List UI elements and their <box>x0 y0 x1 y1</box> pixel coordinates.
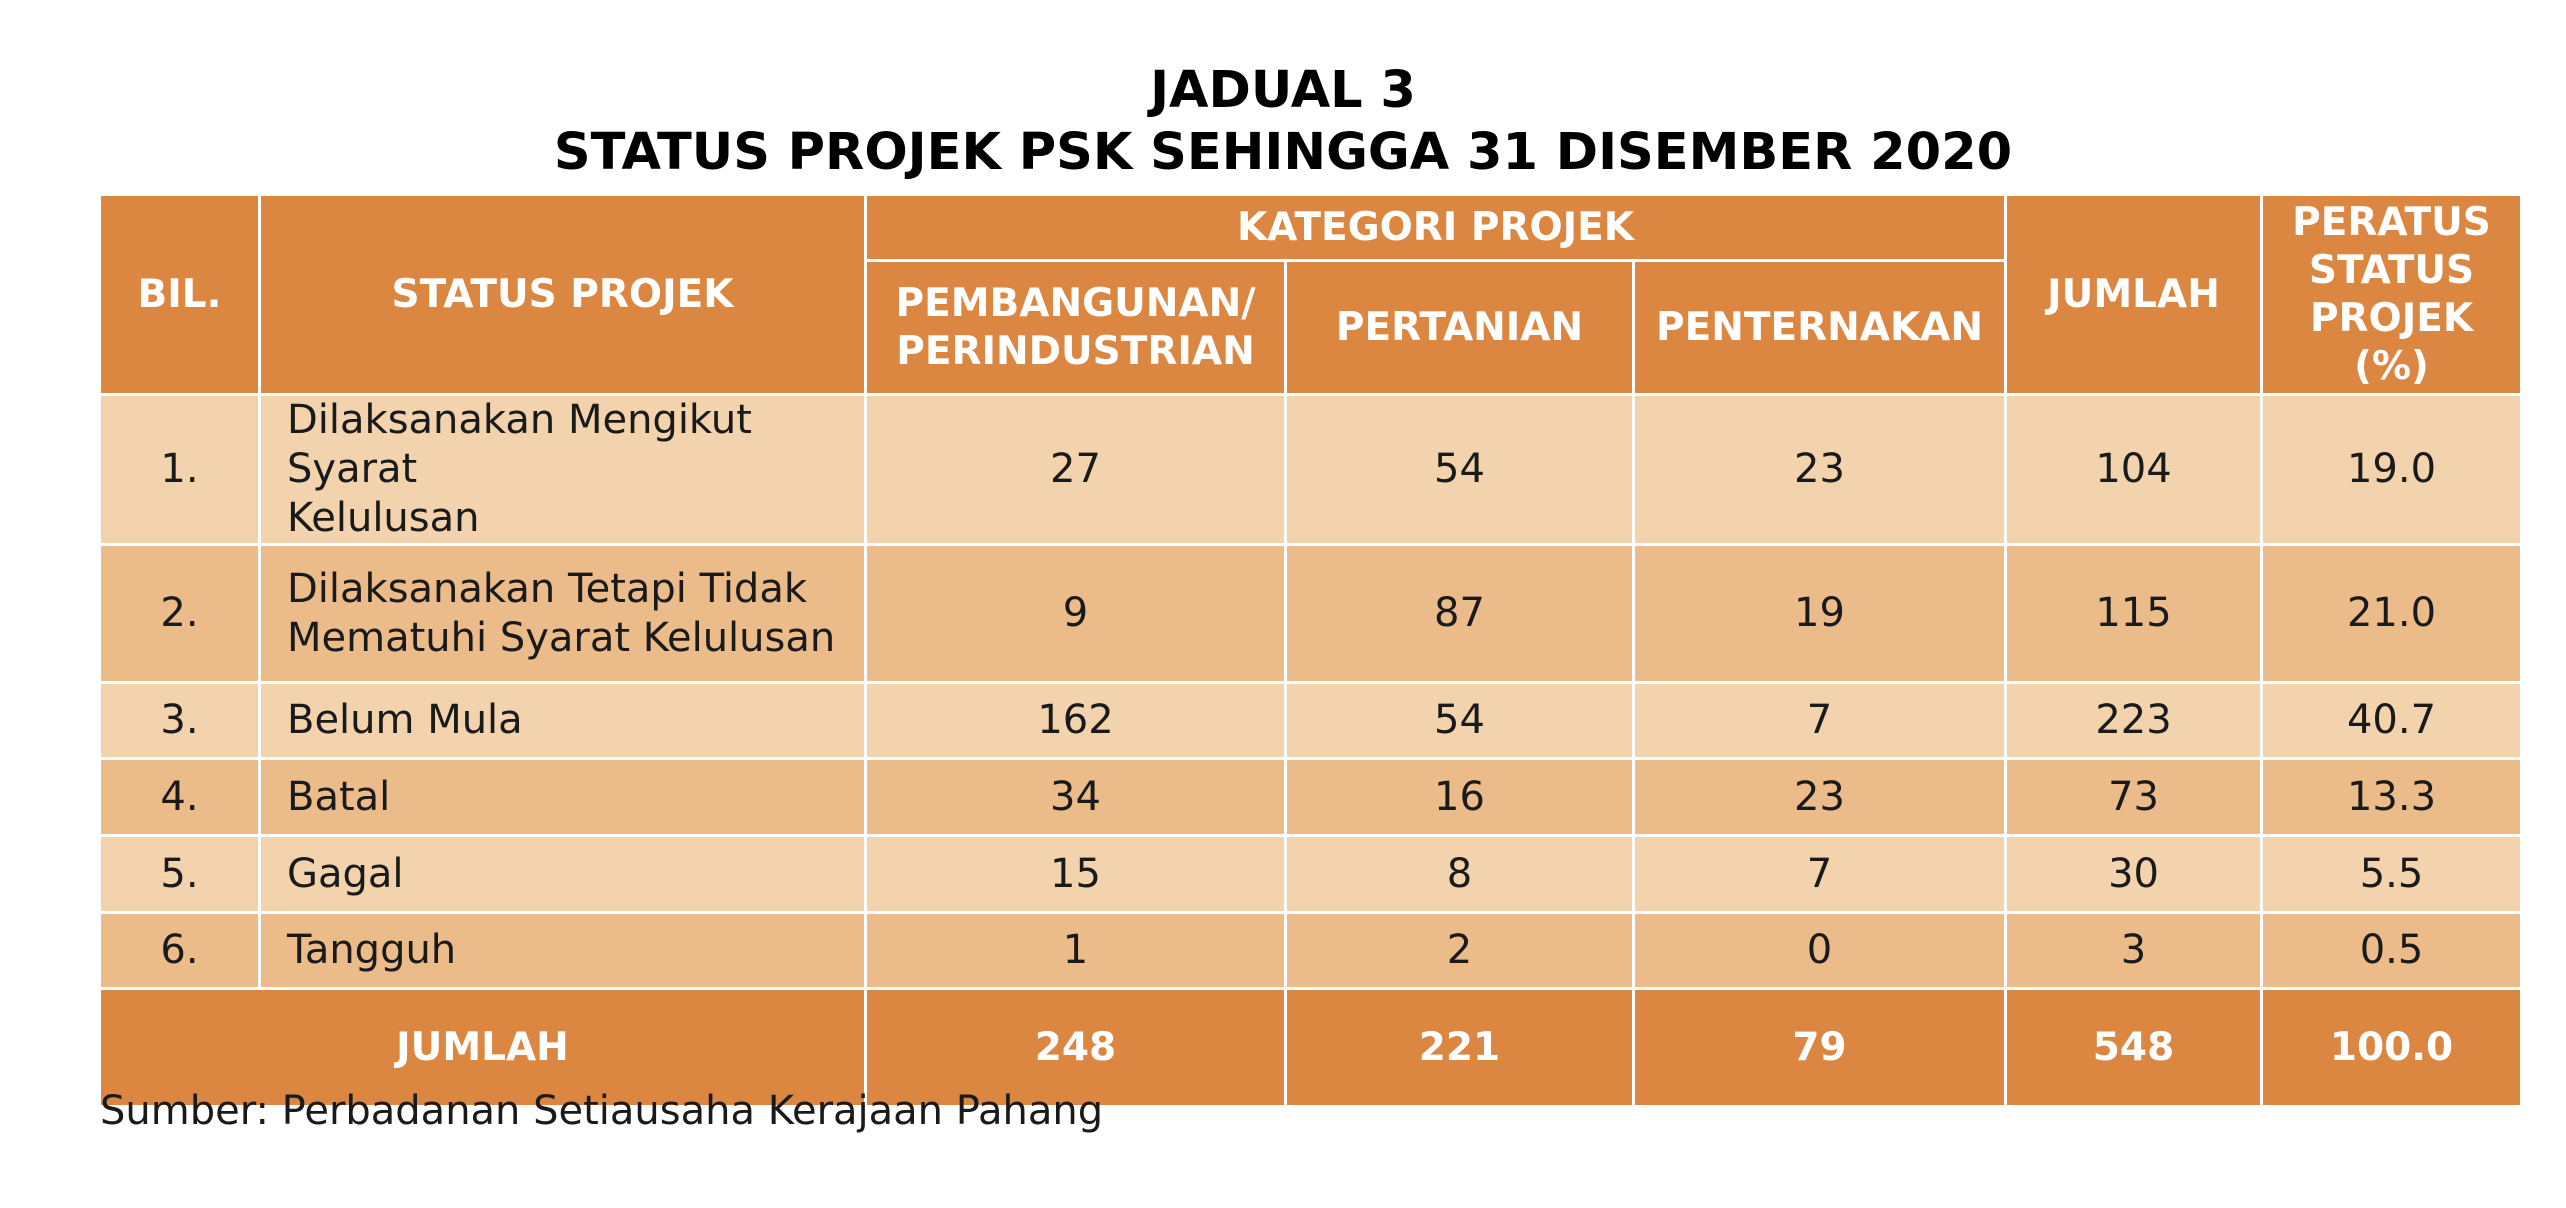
source-note: Sumber: Perbadanan Setiausaha Kerajaan Pahang <box>100 1088 1104 1134</box>
row-peratus: 13.3 <box>2262 759 2522 836</box>
row-bil: 2. <box>100 545 260 683</box>
row-peratus: 21.0 <box>2262 545 2522 683</box>
header-pembangunan-line-2: PERINDUSTRIAN <box>896 328 1255 374</box>
row-bil: 3. <box>100 683 260 759</box>
header-peratus-line-1: PERATUS <box>2292 199 2491 245</box>
row-bil: 1. <box>100 395 260 545</box>
header-pembangunan-line-1: PEMBANGUNAN/ <box>895 280 1256 326</box>
header-pembangunan <box>866 261 1286 395</box>
table-row <box>100 395 2522 545</box>
row-pembangunan: 34 <box>866 759 1286 836</box>
header-peratus <box>2262 195 2522 395</box>
title-line-1: JADUAL 3 <box>1150 61 1416 120</box>
total-jumlah: 548 <box>2006 989 2262 1107</box>
row-jumlah: 3 <box>2006 913 2262 989</box>
row-bil: 5. <box>100 836 260 913</box>
row-peratus: 40.7 <box>2262 683 2522 759</box>
status-table <box>98 193 2523 1108</box>
header-peratus-line-3: PROJEK <box>2309 295 2474 341</box>
row-status <box>260 545 866 683</box>
row-pertanian: 16 <box>1286 759 1634 836</box>
total-pembangunan: 248 <box>866 989 1286 1107</box>
row-status-line-1: Dilaksanakan Tetapi Tidak <box>287 565 807 612</box>
row-peratus: 19.0 <box>2262 395 2522 545</box>
header-bil: BIL. <box>100 195 260 395</box>
row-pertanian: 54 <box>1286 395 1634 545</box>
row-bil: 6. <box>100 913 260 989</box>
row-status: Gagal <box>260 836 866 913</box>
row-pembangunan: 162 <box>866 683 1286 759</box>
row-penternakan: 23 <box>1634 759 2006 836</box>
title-line-2: STATUS PROJEK PSK SEHINGGA 31 DISEMBER 2020 <box>553 123 2013 182</box>
total-pertanian: 221 <box>1286 989 1634 1107</box>
total-label: JUMLAH <box>100 989 866 1107</box>
row-penternakan: 7 <box>1634 836 2006 913</box>
table-row <box>100 545 2522 683</box>
row-status-line-2: Kelulusan <box>287 495 480 541</box>
row-jumlah: 30 <box>2006 836 2262 913</box>
table-title <box>0 60 2566 184</box>
header-jumlah: JUMLAH <box>2006 195 2262 395</box>
row-pembangunan: 1 <box>866 913 1286 989</box>
row-penternakan: 19 <box>1634 545 2006 683</box>
row-status-line-1: Dilaksanakan Mengikut Syarat <box>287 397 752 492</box>
table-row <box>100 683 2522 759</box>
header-kategori: KATEGORI PROJEK <box>866 195 2006 261</box>
row-peratus: 5.5 <box>2262 836 2522 913</box>
row-jumlah: 223 <box>2006 683 2262 759</box>
row-pertanian: 2 <box>1286 913 1634 989</box>
row-status <box>260 395 866 545</box>
row-pembangunan: 9 <box>866 545 1286 683</box>
row-pertanian: 8 <box>1286 836 1634 913</box>
row-status: Tangguh <box>260 913 866 989</box>
row-pembangunan: 27 <box>866 395 1286 545</box>
total-penternakan: 79 <box>1634 989 2006 1107</box>
row-pertanian: 54 <box>1286 683 1634 759</box>
row-penternakan: 7 <box>1634 683 2006 759</box>
row-jumlah: 115 <box>2006 545 2262 683</box>
row-penternakan: 23 <box>1634 395 2006 545</box>
header-penternakan: PENTERNAKAN <box>1634 261 2006 395</box>
row-status-line-2: Mematuhi Syarat Kelulusan <box>287 614 836 661</box>
row-status: Batal <box>260 759 866 836</box>
header-peratus-line-2: STATUS <box>2308 247 2475 293</box>
header-pertanian: PERTANIAN <box>1286 261 1634 395</box>
total-peratus: 100.0 <box>2262 989 2522 1107</box>
row-peratus: 0.5 <box>2262 913 2522 989</box>
table-row <box>100 836 2522 913</box>
row-jumlah: 104 <box>2006 395 2262 545</box>
header-status: STATUS PROJEK <box>260 195 866 395</box>
row-pertanian: 87 <box>1286 545 1634 683</box>
row-status: Belum Mula <box>260 683 866 759</box>
table-row <box>100 913 2522 989</box>
table-row <box>100 759 2522 836</box>
row-jumlah: 73 <box>2006 759 2262 836</box>
header-peratus-line-4: (%) <box>2354 343 2429 389</box>
row-bil: 4. <box>100 759 260 836</box>
row-penternakan: 0 <box>1634 913 2006 989</box>
row-pembangunan: 15 <box>866 836 1286 913</box>
